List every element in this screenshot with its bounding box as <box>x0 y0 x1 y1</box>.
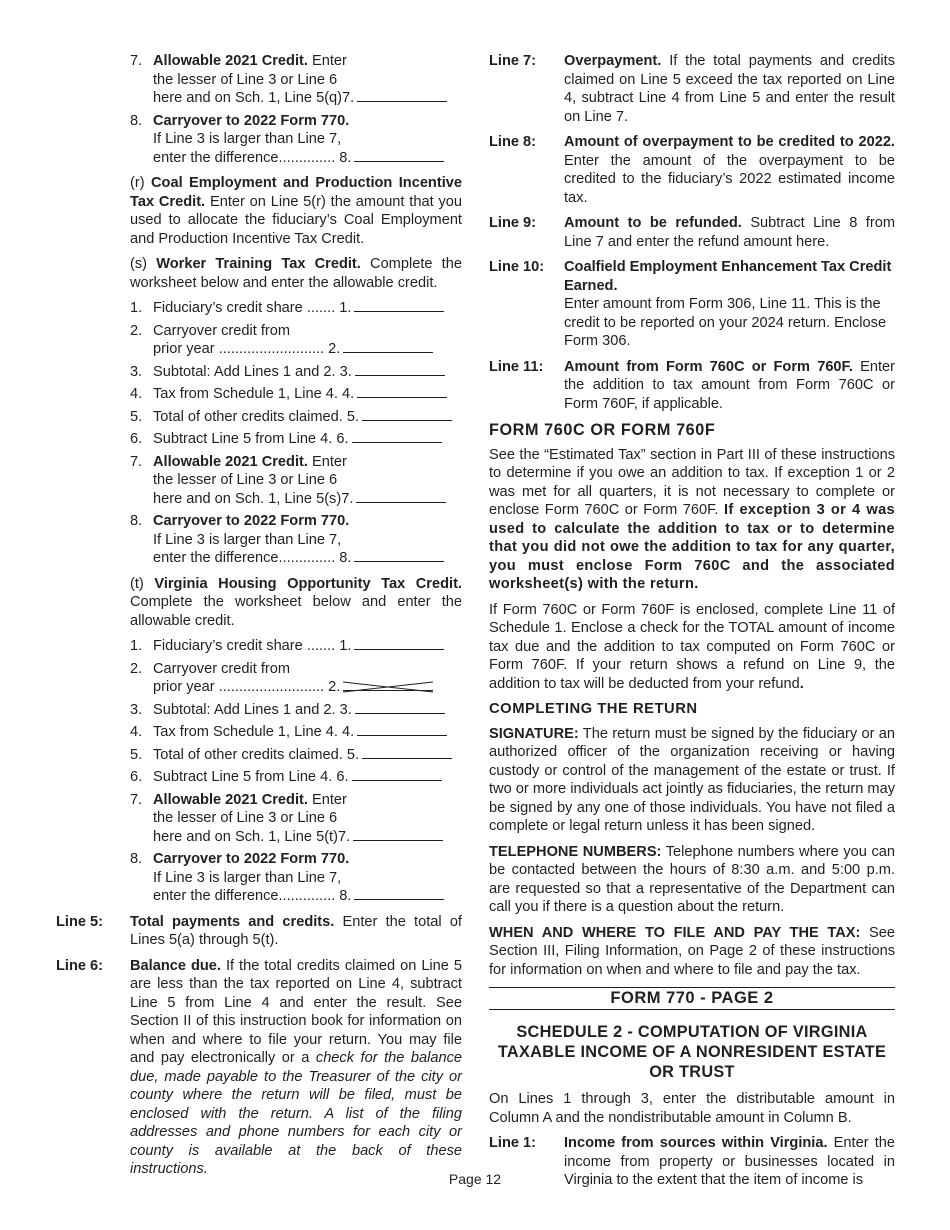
worksheet-q-continued <box>130 52 462 167</box>
list-item: 5. Total of other credits claimed. 5. <box>130 746 462 765</box>
line-9-instruction: Line 9: Amount to be refunded. Subtract Line 8 from Line 7 and enter the refund amount here. <box>489 215 895 250</box>
schedule-2-intro: On Lines 1 through 3, enter the distributable amount in Column A and the nondistributable amount in Column B. <box>489 1091 895 1126</box>
crossed-out-blank <box>343 678 433 691</box>
entry-blank[interactable] <box>354 299 444 312</box>
cross-out-icon <box>343 680 433 694</box>
list-item: 3. Subtotal: Add Lines 1 and 2. 3. <box>130 701 462 720</box>
list-item: 4. Tax from Schedule 1, Line 4. 4. <box>130 723 462 742</box>
list-item: 3. Subtotal: Add Lines 1 and 2. 3. <box>130 363 462 382</box>
form-760c-heading: FORM 760C OR FORM 760F <box>489 421 716 439</box>
entry-blank[interactable] <box>352 430 442 443</box>
form-770-page-2-heading: FORM 770 - PAGE 2 <box>489 987 895 1010</box>
list-item: 1. Fiduciary’s credit share ....... 1. <box>130 299 462 318</box>
worksheet-t <box>130 637 462 906</box>
list-item: 6. Subtract Line 5 from Line 4. 6. <box>130 768 462 787</box>
left-column <box>56 52 462 1186</box>
entry-blank[interactable] <box>356 490 446 503</box>
entry-blank[interactable] <box>362 746 452 759</box>
list-item: 7. Allowable 2021 Credit. Enter the lesser of Line 3 or Line 6 here and on Sch. 1, Line 5(s)7. <box>130 453 462 509</box>
section-t: (t) Virginia Housing Opportunity Tax Credit. Complete the worksheet below and enter the allowable credit. <box>130 575 462 629</box>
schedule-2-heading: SCHEDULE 2 - COMPUTATION OF VIRGINIA TAXABLE INCOME OF A NONRESIDENT ESTATE OR TRUST <box>497 1023 887 1081</box>
section-r: (r) Coal Employment and Production Incentive Tax Credit. Enter on Line 5(r) the amount that you used to allocate the fiduciary’s Coal Employment and Production Incentive Tax Credit. <box>130 175 463 247</box>
page-number: Page 12 <box>448 1171 502 1187</box>
line-11-instruction: Line 11: Amount from Form 760C or Form 760F. Enter the addition to tax amount from Form 760C or Form 760F, if applicable. <box>489 358 895 412</box>
entry-blank[interactable] <box>355 363 445 376</box>
line-8-instruction: Line 8: Amount of overpayment to be credited to 2022. Enter the amount of the overpayment to be credited to the fiduciary’s 2022 estimated income tax. <box>489 134 895 206</box>
entry-blank[interactable] <box>355 701 445 714</box>
list-item: 2. Carryover credit from prior year .......................... 2. <box>130 660 462 697</box>
when-where-paragraph: WHEN AND WHERE TO FILE AND PAY THE TAX: See Section III, Filing Information, on Page 2 of these instructions for information on when and where to file and pay the tax. <box>489 924 895 978</box>
entry-blank[interactable] <box>343 340 433 353</box>
entry-blank[interactable] <box>354 549 444 562</box>
entry-blank[interactable] <box>354 887 444 900</box>
list-item: 6. Subtract Line 5 from Line 4. 6. <box>130 430 462 449</box>
entry-blank[interactable] <box>353 828 443 841</box>
entry-blank[interactable] <box>354 149 444 162</box>
list-item: 4. Tax from Schedule 1, Line 4. 4. <box>130 385 462 404</box>
section-s: (s) Worker Training Tax Credit. Complete the worksheet below and enter the allowable credit. <box>130 256 462 291</box>
right-column <box>489 52 895 1197</box>
list-item: 1. Fiduciary’s credit share ....... 1. <box>130 637 462 656</box>
line-6-instruction: Line 6: Balance due. If the total credits claimed on Line 5 are less than the tax reported on Line 4, subtract Line 5 from Line 4 and enter the result. See Section II of this instruction book for information on when and where to file your return. You may file and pay electronically or a check for the balance due, made payable to the Treasurer of the city or county where the return will be filed, must be enclosed with the return. A list of the filing addresses and phone numbers for each city or county is available at the back of these instructions. <box>56 957 463 1177</box>
form-760c-paragraph-1: See the “Estimated Tax” section in Part III of these instructions to determine if you owe an addition to tax. If exception 1 or 2 was met for all quarters, it is not necessary to complete or enclose Form 760C or Form 760F. If exception 3 or 4 was used to calculate the addition to tax or to determine that you did not owe the addition to tax for any quarter, you must enclose Form 760C and the associated worksheet(s) with the return. <box>489 446 896 592</box>
telephone-paragraph: TELEPHONE NUMBERS: Telephone numbers where you can be contacted between the hours of 8:30 a.m. and 5:00 p.m. are requested so that a representative of the Department can call you if there is a question about the return. <box>489 843 896 915</box>
list-item: 2. Carryover credit from prior year .......................... 2. <box>130 322 462 359</box>
entry-blank[interactable] <box>362 408 452 421</box>
line-7-instruction: Line 7: Overpayment. If the total payments and credits claimed on Line 5 exceed the tax reported on Line 4, subtract Line 4 from Line 5 and enter the result on Line 7. <box>489 53 895 125</box>
list-item: 5. Total of other credits claimed. 5. <box>130 408 462 427</box>
entry-blank[interactable] <box>352 768 442 781</box>
entry-blank[interactable] <box>357 89 447 102</box>
line-5-instruction: Line 5: Total payments and credits. Enter the total of Lines 5(a) through 5(t). <box>56 913 462 948</box>
entry-blank[interactable] <box>357 385 447 398</box>
list-item: 7. Allowable 2021 Credit. Enter the lesser of Line 3 or Line 6 here and on Sch. 1, Line 5(q)7. <box>130 52 462 108</box>
list-item: 8. Carryover to 2022 Form 770. If Line 3 is larger than Line 7, enter the difference.............. 8. <box>130 512 462 568</box>
completing-return-heading: COMPLETING THE RETURN <box>489 701 698 717</box>
list-item: 8. Carryover to 2022 Form 770. If Line 3 is larger than Line 7, enter the difference.............. 8. <box>130 850 462 906</box>
signature-paragraph: SIGNATURE: The return must be signed by the fiduciary or an authorized officer of the organization receiving or having custody or control of the management of the estate or trust. If two or more individuals act jointly as fiduciaries, the return may be signed by any one of those individuals. You have not filed a complete or legal return unless it has been signed. <box>489 725 896 834</box>
form-760c-paragraph-2: If Form 760C or Form 760F is enclosed, complete Line 11 of Schedule 1. Enclose a check for the TOTAL amount of income tax due and the addition to tax computed on Form 760C or Form 760F. If your return shows a refund on Line 9, the addition to tax will be deducted from your refund. <box>489 601 895 692</box>
list-item: 7. Allowable 2021 Credit. Enter the lesser of Line 3 or Line 6 here and on Sch. 1, Line 5(t)7. <box>130 791 462 847</box>
worksheet-s <box>130 299 462 568</box>
line-1-instruction: Line 1: Income from sources within Virginia. Enter the income from property or businesses located in Virginia to the extent that the item of income is <box>489 1135 895 1188</box>
entry-blank[interactable] <box>357 723 447 736</box>
line-10-instruction: Line 10: Coalfield Employment Enhancement Tax Credit Earned. Enter amount from Form 306, Line 11. This is the credit to be reported on your 2024 return. Enclose Form 306. <box>489 259 892 349</box>
list-item: 8. Carryover to 2022 Form 770. If Line 3 is larger than Line 7, enter the difference.............. 8. <box>130 112 462 168</box>
entry-blank[interactable] <box>354 637 444 650</box>
